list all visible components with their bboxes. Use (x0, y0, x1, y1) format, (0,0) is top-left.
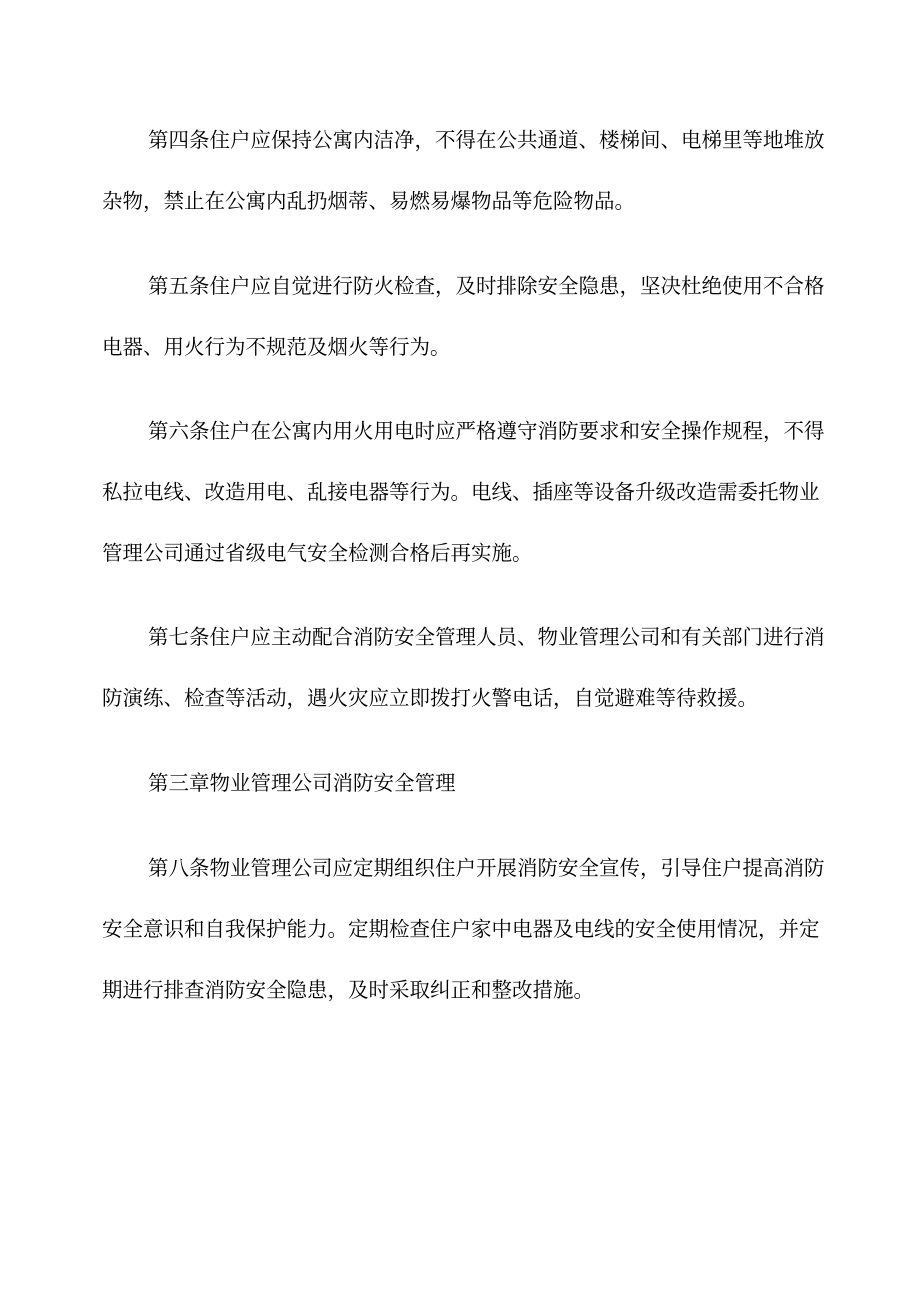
text-line: 防演练、检查等活动，遇火灾应立即拨打火警电话，自觉避难等待救援。 (102, 686, 758, 710)
paragraph-article-6 (102, 401, 828, 584)
text-line: 电器、用火行为不规范及烟火等行为。 (102, 335, 451, 359)
text-line: 第八条物业管理公司应定期组织住户开展消防安全宣传，引导住户提高消防 (148, 856, 825, 880)
text-line: 私拉电线、改造用电、乱接电器等行为。电线、插座等设备升级改造需委托物业 (102, 480, 820, 504)
paragraph-article-8 (102, 838, 828, 1021)
text-line: 第七条住户应主动配合消防安全管理人员、物业管理公司和有关部门进行消 (148, 625, 825, 649)
text-line: 第五条住户应自觉进行防火检查，及时排除安全隐患，坚决杜绝使用不合格 (148, 274, 825, 298)
chapter-heading (102, 753, 828, 814)
paragraph-article-5 (102, 256, 828, 378)
text-line: 期进行排查消防安全隐患，及时采取纠正和整改措施。 (102, 978, 594, 1002)
paragraph-article-7 (102, 607, 828, 729)
paragraph-article-4 (102, 110, 828, 232)
text-line: 安全意识和自我保护能力。定期检查住户家中电器及电线的安全使用情况，并定 (102, 917, 820, 941)
text-line: 第六条住户在公寓内用火用电时应严格遵守消防要求和安全操作规程，不得 (148, 419, 825, 443)
text-line: 杂物，禁止在公寓内乱扔烟蒂、易燃易爆物品等危险物品。 (102, 189, 635, 213)
text-line: 管理公司通过省级电气安全检测合格后再实施。 (102, 541, 533, 565)
text-line: 第三章物业管理公司消防安全管理 (148, 771, 456, 795)
text-line: 第四条住户应保持公寓内洁净，不得在公共通道、楼梯间、电梯里等地堆放 (148, 128, 825, 152)
